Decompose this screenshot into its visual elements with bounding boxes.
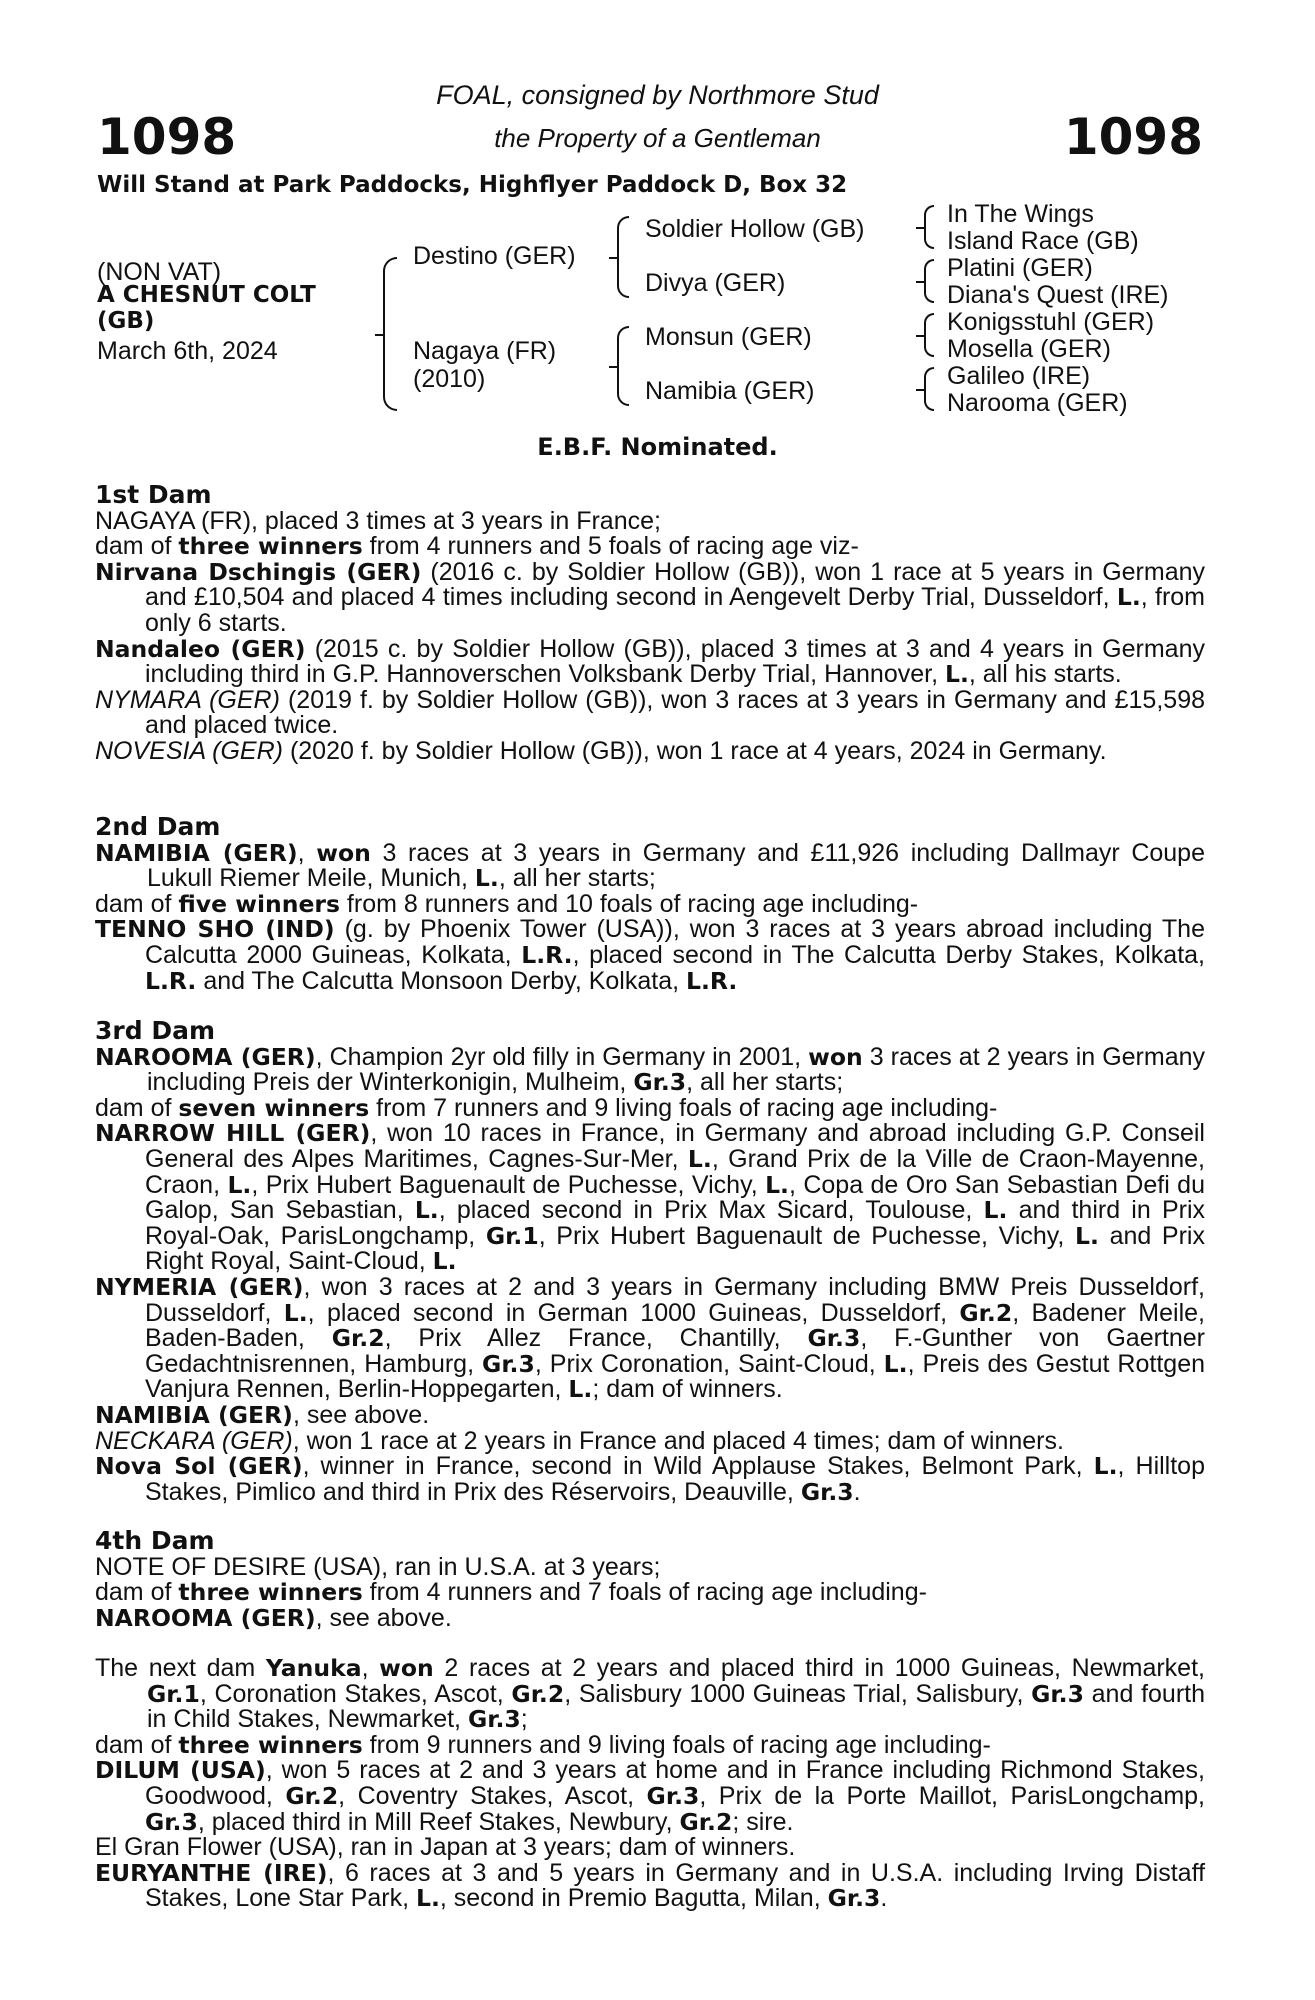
produce-entry: El Gran Flower (USA), ran in Japan at 3 years; dam of winners. [95,1833,796,1862]
next-dam-produce-line: dam of three winners from 9 runners and 9 living foals of racing age including- [95,1730,991,1759]
dam: Nagaya (FR) [413,337,557,365]
first-dam-line: NAGAYA (FR), placed 3 times at 3 years in France; [95,506,661,535]
brace-sire-dam [383,257,397,411]
consignor-line: FOAL, consigned by Northmore Stud [436,80,879,110]
second-dam-section [95,814,1205,994]
great-granddam-1: Island Race (GB) [947,227,1139,255]
brace-gp1 [924,205,934,249]
produce-entry: NARROW HILL (GER), won 10 races in France, in Germany and abroad including G.P. Conseil General des Alpes Maritimes, Cagnes-Sur-Mer, L., Grand Prix de la Ville de Craon-Mayenne, Craon, L., Prix Hubert Baguenault de Puchesse, Vichy, L., Copa de Oro San Sebastian Defi du Galop, San Sebastian, L., placed second in Prix Max Sicard, Toulouse, L. and third in Prix Royal-Oak, ParisLongchamp, Gr.1, Prix Hubert Baguenault de Puchesse, Vichy, L. and Prix Right Royal, Saint-Cloud, L. [95,1119,1206,1276]
produce-entry: NAMIBIA (GER), see above. [95,1400,430,1429]
produce-entry: Nirvana Dschingis (GER) (2016 c. by Soldier Hollow (GB)), won 1 race at 5 years in Germany and £10,504 and placed 4 times including second in Aengevelt Derby Trial, Dusseldorf, L., from only 6 starts. [95,557,1206,637]
second-dam-produce-line: dam of five winners from 8 runners and 10 foals of racing age including- [95,889,919,918]
dam-dam: Namibia (GER) [645,377,815,405]
dam-year: (2010) [413,365,486,393]
fourth-dam-heading: 4th Dam [95,1526,215,1555]
horse-name: A CHESNUT COLT [97,282,316,308]
third-dam-produce-line: dam of seven winners from 7 runners and 9 living foals of racing age including- [95,1093,998,1122]
vat-status: (NON VAT) [97,258,222,286]
first-dam-section [95,482,1205,765]
produce-entry: NOVESIA (GER) (2020 f. by Soldier Hollow (GB)), won 1 race at 4 years, 2024 in Germany. [95,736,1107,765]
third-dam-section [95,1018,1205,1505]
second-dam-line: NAMIBIA (GER), won 3 races at 3 years in Germany and £11,926 including Dallmayr Coupe Lukull Riemer Meile, Munich, L., all her starts; [95,838,1205,893]
produce-entry: NYMERIA (GER), won 3 races at 2 and 3 years in Germany including BMW Preis Dusseldorf, Dusseldorf, L., placed second in German 1000 Guineas, Dusseldorf, Gr.2, Badener Meile, Baden-Baden, Gr.2, Prix Allez France, Chantilly, Gr.3, F.-Gunther von Gaertner Gedachtnisrennen, Hamburg, Gr.3, Prix Coronation, Saint-Cloud, L., Preis des Gestut Rottgen Vanjura Rennen, Berlin-Hoppegarten, L.; dam of winners. [95,1272,1205,1404]
horse-country: (GB) [97,308,155,334]
brace-gp2 [924,259,934,303]
lot-number-left: 1098 [97,108,237,166]
produce-entry: NAROOMA (GER), see above. [95,1603,452,1632]
third-dam-heading: 3rd Dam [95,1016,215,1045]
brace-gp3 [924,313,934,357]
produce-entry: DILUM (USA), won 5 races at 2 and 3 years at home and in France including Richmond Stakes, Goodwood, Gr.2, Coventry Stakes, Ascot, Gr.3, Prix de la Porte Maillot, ParisLongchamp, Gr.3, placed third in Mill Reef Stakes, Newbury, Gr.2; sire. [95,1756,1206,1836]
next-dam-section [95,1656,1205,1912]
lot-number-right: 1098 [1063,108,1203,166]
sire: Destino (GER) [413,242,576,270]
sire-sire: Soldier Hollow (GB) [645,215,865,243]
brace-dam-parents [617,326,629,406]
produce-entry: NECKARA (GER), won 1 race at 2 years in France and placed 4 times; dam of winners. [95,1426,1064,1455]
produce-entry: Nandaleo (GER) (2015 c. by Soldier Hollow (GB)), placed 3 times at 3 and 4 years in Germany including third in G.P. Hannoverschen Volksbank Derby Trial, Hannover, L., all his starts. [95,634,1205,689]
second-dam-heading: 2nd Dam [95,812,221,841]
third-dam-line: NAROOMA (GER), Champion 2yr old filly in Germany in 2001, won 3 races at 2 years in Germany including Preis der Winterkonigin, Mulheim, Gr.3, all her starts; [95,1042,1206,1097]
produce-entry: EURYANTHE (IRE), 6 races at 3 and 5 years in Germany and in U.S.A. including Irving Distaff Stakes, Lone Star Park, L., second in Premio Bagutta, Milan, Gr.3. [95,1858,1206,1913]
fourth-dam-line: NOTE OF DESIRE (USA), ran in U.S.A. at 3 years; [95,1552,661,1581]
brace-gp4 [924,367,934,411]
dam-sire: Monsun (GER) [645,323,812,351]
fourth-dam-produce-line: dam of three winners from 4 runners and 7 foals of racing age including- [95,1578,927,1607]
great-grandsire-2: Platini (GER) [947,254,1093,282]
great-grandsire-4: Galileo (IRE) [947,362,1091,390]
next-dam-line: The next dam Yanuka, won 2 races at 2 years and placed third in 1000 Guineas, Newmarket, Gr.1, Coronation Stakes, Ascot, Gr.2, Salisbury 1000 Guineas Trial, Salisbury, Gr.3 and fourth in Child Stakes, Newmarket, Gr.3; [95,1654,1205,1734]
produce-entry: Nova Sol (GER), winner in France, second in Wild Applause Stakes, Belmont Park, L., Hilltop Stakes, Pimlico and third in Prix des Réservoirs, Deauville, Gr.3. [95,1452,1205,1506]
produce-entry: NYMARA (GER) (2019 f. by Soldier Hollow (GB)), won 3 races at 3 years in Germany and £15,598 and placed twice. [95,685,1205,740]
brace-sire-parents [617,216,629,298]
sire-dam: Divya (GER) [645,269,786,297]
property-line: the Property of a Gentleman [494,123,821,153]
first-dam-produce-line: dam of three winners from 4 runners and 5 foals of racing age viz- [95,532,859,561]
ebf-nomination: E.B.F. Nominated. [537,433,778,461]
great-grandsire-3: Konigsstuhl (GER) [947,308,1155,336]
stand-location: Will Stand at Park Paddocks, Highflyer Paddock D, Box 32 [97,172,848,198]
great-grandsire-1: In The Wings [947,200,1094,228]
fourth-dam-section [95,1528,1205,1631]
foaling-date: March 6th, 2024 [97,337,278,365]
great-granddam-2: Diana's Quest (IRE) [947,281,1169,309]
produce-entry: TENNO SHO (IND) (g. by Phoenix Tower (USA)), won 3 races at 3 years abroad including The Calcutta 2000 Guineas, Kolkata, L.R., placed second in The Calcutta Derby Stakes, Kolkata, L.R. and The Calcutta Monsoon Derby, Kolkata, L.R. [95,915,1205,995]
great-granddam-4: Narooma (GER) [947,389,1128,417]
first-dam-heading: 1st Dam [95,480,212,509]
great-granddam-3: Mosella (GER) [947,335,1111,363]
